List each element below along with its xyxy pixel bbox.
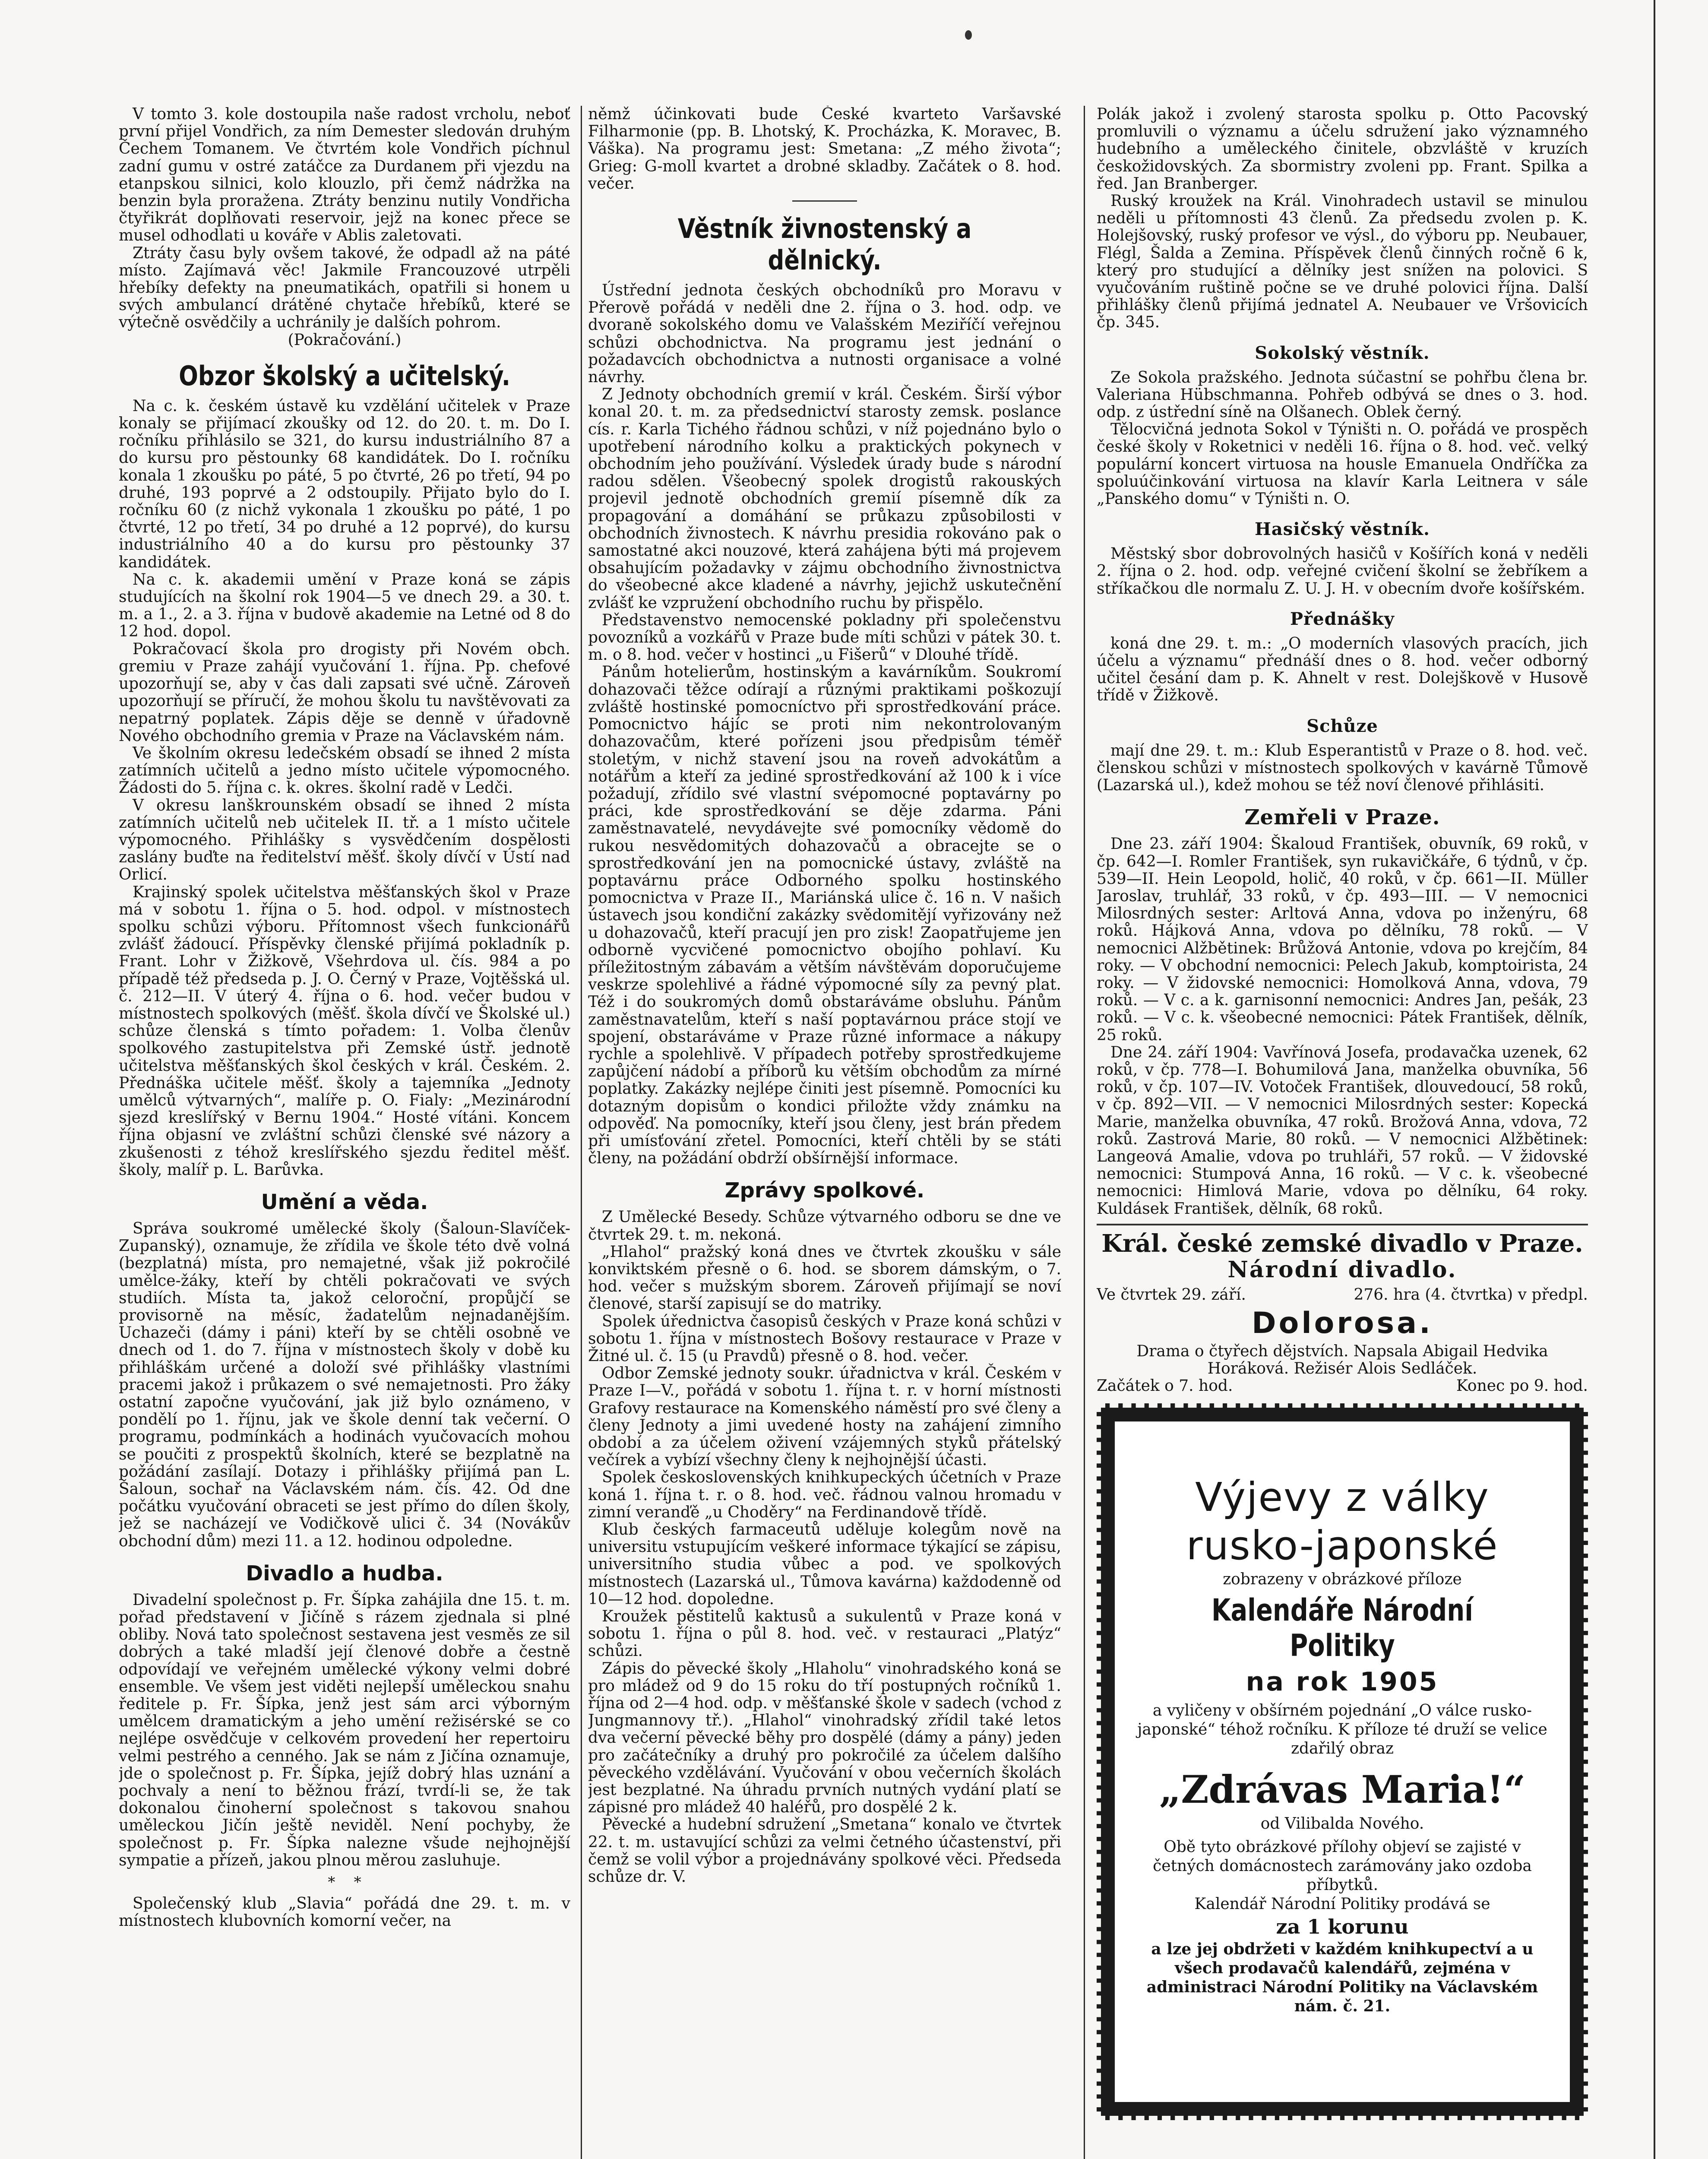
column-3 [1097,106,1588,2159]
section-heading: Sokolský věstník. [1255,342,1430,363]
article-paragraph: Ve školním okresu ledečském obsadí se ihned 2 místa zatímních učitelů a jedno místo učitele výpomocného. Žádosti do 5. října c. k. okres. školní radě v Ledči. [119,744,570,797]
column-2 [588,106,1061,2159]
section-heading: Hasičský věstník. [1255,519,1430,540]
section-heading: Umění a věda. [261,1190,428,1214]
article-paragraph: Pánům hotelierům, hostinským a kavárníkům. Soukromí dohazovači těžce odírají a různými praktikami poškozují zvláště hostinské pomocníctvo při sprostředkování práce. Pomocnictvo hájíc se proti nim nekontrolovaným dohazovačům, které pořízeni jsou předpisům téměř stoletým, v nichž stavení jsou na roveň advokátům a notářům a kteří za jediné sprostředkování až 100 k i více požadují, zřídilo své vlastní svépomocné poptavárny po práci, kde sprostředkování se děje zdarma. Páni zaměstnavatelé, nevydávejte své pomocníky vědomě do rukou nesvědomitých dohazovačů a obracejte se o sprostředkování jen na pomocnické ústavy, zvláště na poptavárnu práce Odborného spolku hostinského pomocnictva v Praze II., Mariánská ulice č. 16 n. V našich ústavech jsou kondiční zakázky svědomitějí vyřizovány než u dohazovačů, kteří pracují jen pro zisk! Zaopatřujeme jen odborně vycvičené pomocnictvo obojího pohlaví. Ku příležitostným zábavám a větším návštěvám doporučujeme veskrze spolehlivé a řádné výpomocné síly za pevný plat. Též i do soukromých domů obstaráváme obsluhu. Pánům zaměstnavatelům, kteří s naší poptavárnou práce stojí ve spojení, obstaráváme v Praze různé informace a nákupy rychle a spolehlivě. V případech potřeby sprostředkujeme zapůjčení nádobí a příborů ku větším obchodům za mírné poplatky. Zakázky nejlépe činiti jest písemně. Pomocníci ku dotazným dopisům o kondici přiložte vždy známku na odpověď. Na pomocníky, kteří jsou členy, jest brán předem při umísťování zřetel. Pomocníci, kteří chtěli by se státi členy, na požádání obdrží obšírnější informace. [588,663,1061,1168]
ad-year: na rok 1905 [1246,1667,1439,1697]
ad-text: zobrazeny v obrázkové příloze [1223,1570,1462,1589]
ad-headline-line-2: rusko-japonské [1186,1523,1499,1569]
article-paragraph: V tomto 3. kole dostoupila naše radost vrcholu, neboť první přijel Vondřich, za ním Demester sledován druhým Čechem Tomanem. Ve čtvrtém kole Vondřich píchnul zadní gumu v ostré zatáčce za Durdanem při vjezdu na etanpskou silnici, kolo klouzlo, při čemž nádržka na benzin byla proražena. Ztráty benzinu nutily Vondřicha čtyřikrát doplňovati reservoir, jejž na konec přece se musel odhodlati u kováře v Ablis zaletovati. [119,106,570,245]
article-paragraph: Na c. k. akademii umění v Praze koná se zápis studujících na školní rok 1904—5 ve dnech 29. a 30. t. m. a 1., 2. a 3. října v budově akademie na Letné od 8 do 12 hod. dopol. [119,570,570,641]
obituary-list: Dne 24. září 1904: Vavřínová Josefa, prodavačka uzenek, 62 roků, v čp. 778—I. Bohumilová Jana, manželka obuvníka, 56 roků, v čp. 107—IV. Votoček František, dlouvedoucí, 58 roků, v čp. 892—VII. — V nemocnici Milosrdných sester: Kopecká Marie, manželka obuvníka, 47 roků. Brožová Anna, vdova, 72 roků. Zastrová Marie, 80 roků. — V nemocnici Alžbětinek: Langeová Amalie, vdova po truhláři, 57 roků. — V židovské nemocnici: Stumpová Anna, 16 roků. — V c. k. všeobecné nemocnici: Himlová Marie, vdova po dělníku, 64 roky. Kuldásek František, dělník, 68 roků. [1097,1043,1588,1218]
article-paragraph: Na c. k. českém ústavě ku vzdělání učitelek v Praze konaly se přijímací zkoušky od 12. do 20. t. m. Do I. ročníku přihlásilo se 321, do kursu industriálního 87 a do kursu pro pěstounky 68 kandidátek. Do I. ročníku konala 1 zkoušku po páté, 5 po čtvrté, 26 po třetí, 94 po druhé, 193 poprvé a 2 odstoupily. Přijato bylo do I. ročníku 60 (z nichž vykonala 1 zkoušku po páté, 1 po čtvrté, 12 po třetí, 34 po druhé a 12 poprvé), do kursu industriálního 40 a do kursu pro pěstounky 37 kandidátek. [119,397,570,571]
article-paragraph: Představenstvo nemocenské pokladny při společenstvu povozníků a vozkářů v Praze bude míti schůzi v pátek 30. t. m. o 8. hod. večer v hostinci „u Fišerů“ v Dlouhé třídě. [588,611,1061,664]
article-paragraph: Tělocvičná jednota Sokol v Týništi n. O. pořádá ve prospěch české školy v Roketnici v neděli 16. října o 8. hod. več. velký populární koncert virtuosa na housle Emanuela Ondříčka za spoluúčinkování virtuosa na klavír Karla Leitnera v sále „Panského domu“ v Týništi n. O. [1097,421,1588,508]
column-1 [119,106,570,2159]
ad-text: od Vilibalda Nového. [1260,1815,1424,1833]
ad-calendar-title: Kalendáře Národní Politiky [1211,1592,1473,1664]
article-paragraph: Městský sbor dobrovolných hasičů v Košířích koná v neděli 2. října o 2. hod. odp. veřejné cvičení školní se žebříkem a stříkačkou dle normalu Z. U. J. H. v obecním dvoře košířském. [1097,545,1588,598]
theatre-info: 276. hra (4. čtvrtka) v předpl. [1354,1285,1588,1304]
column-rule-1 [581,106,582,2159]
column-rule-2 [1084,106,1085,2159]
continuation-note: (Pokračování.) [288,331,402,349]
article-paragraph: Ústřední jednota českých obchodníků pro Moravu v Přerově pořádá v neděli dne 2. října o 3. hod. odp. ve dvoraně sokolského domu ve Valašském Meziříčí veřejnou schůzi obchodnictva. Na programu jest jednání o požadavcích obchodnictva a nutnosti organisace a volné návrhy. [588,282,1061,386]
article-paragraph: Pěvecké a hudební sdružení „Smetana“ konalo ve čtvrtek 22. t. m. ustavující schůzi za velmi četného účastenství, při čemž se volil výbor a projednávány spolkové věci. Předseda schůze dr. V. [588,1816,1061,1886]
article-paragraph: mají dne 29. t. m.: Klub Esperantistů v Praze o 8. hod. več. členskou schůzi v místnostech spolkových v kavárně Tůmově (Lazarská ul.), kdež mohou se též noví členové přihlásiti. [1097,741,1588,795]
article-paragraph: Z Jednoty obchodních gremií v král. Českém. Širší výbor konal 20. t. m. za předsednictví starosty zemsk. poslance cís. r. Karla Tichého řádnou schůzi, v níž pojednáno bylo o upotřebení národního kolku a praktických pokynech v obchodním jeho používání. Výsledek úrady bude s národní radou sdělen. Všeobecný spolek drogistů rakouských projevil jednotě obchodních gremií písemně dík za propagování a domáhání se průkazu způsobilosti v obchodních živnostech. K návrhu presidia rokováno pak o samostatné akci nouzové, která zahájena býti má projevem obsahujícím požadavky v zájmu obchodního živnostnictva do všeobecné akce kladené a návrhy, jejichž uskutečnění zvlášť ke vzpružení obchodního ruchu by přispělo. [588,386,1061,612]
ad-text: Obě tyto obrázkové přílohy objeví se zajisté v četných domácnostech zarámovány jako ozdoba příbytků. [1153,1838,1532,1894]
ad-headline [1135,1473,1550,1570]
section-heading: Přednášky [1290,608,1395,629]
page-edge-right [1654,0,1655,2159]
article-paragraph: Zápis do pěvecké školy „Hlaholu“ vinohradského koná se pro mládež od 9 do 15 roku do tří postupných ročníků 1. října od 2—4 hod. odp. v měšťanské škole v sadech (vchod z Jungmannovy tř.). „Hlahol“ vinohradský zřídil také letos dva večerní pěvecké běhy pro dospělé (dámy a pány) jeden pro začátečníky a druhý pro pokročilé za účelem dalšího pěveckého vzdělávání. Vyučování v obou večerních školách jest bezplatné. Na úhradu prvních nutných vydání platí se zápisné pro mládež 40 haléřů, pro dospělé 2 k. [588,1659,1061,1817]
article-paragraph: Spolek československých knihkupeckých účetních v Praze koná 1. října t. r. o 8. hod. več. řádnou valnou hromadu v zimní veranďě „u Choděry“ na Ferdinandově třídě. [588,1469,1061,1521]
theatre-start: Začátek o 7. hod. [1097,1377,1233,1395]
divider-rule [1097,1224,1588,1225]
ad-picture-title: „Zdrávas Maria!“ [1159,1767,1526,1812]
article-paragraph: „Hlahol“ pražský koná dnes ve čtvrtek zkoušku v sále konviktském přesně o 6. hod. se sborem dámským, o 7. hod. večer s mužským sborem. Zároveň přijímají se noví členové, starší zapisují se do matriky. [588,1243,1061,1313]
theatre-title: Král. české zemské divadlo v Praze. [1101,1229,1583,1258]
ad-text: a vyličeny v obšírném pojednání „O válce rusko-japonské“ téhož ročníku. K příloze té druží se velice zdařilý obraz [1137,1702,1547,1758]
article-paragraph: Polák jakož i zvolený starosta spolku p. Otto Pacovský promluvili o významu a účelu sdružení jako významného hudebního a uměleckého činitele, obzvláště v kruzích českožidovských. Za sbormistry zvoleni pp. Frant. Spilka a řed. Jan Branberger. [1097,106,1588,193]
section-heading: Obzor školský a učitelský. [179,360,510,392]
ink-dot [965,30,972,40]
section-divider-stars: * * [328,1874,361,1891]
article-paragraph: Klub českých farmaceutů uděluje kolegům nově na universitu vstupujícím veškeré informace týkající se zápisu, universitního studia vůbec a pod. ve spolkových místnostech (Lazarská ul., Tůmova kavárna) každodenně od 10—12 hod. dopoledne. [588,1521,1061,1608]
article-paragraph: němž účinkovati bude České kvarteto Varšavské Filharmonie (pp. B. Lhotský, K. Procházka, K. Moravec, B. Váška). Na programu jest: Smetana: „Z mého života“; Grieg: G-moll kvartet a drobné skladby. Začátek o 8. hod. večer. [588,106,1061,193]
article-paragraph: Spolek úřednictva časopisů českých v Praze koná schůzi v sobotu 1. října v místnostech Bošovy restaurace v Praze v Žitné ul. č. 15 (u Pravdů) přesně o 8. hod. večer. [588,1312,1061,1365]
article-paragraph: koná dne 29. t. m.: „O moderních vlasových pracích, jich účelu a významu“ přednáší dnes o 8. hod. večer odborný učitel česání dam p. K. Ahnelt v rest. Dolejškově v Husově třídě v Žižkově. [1097,634,1588,705]
ad-headline-line-1: Výjevy z války [1195,1474,1490,1521]
divider-rule [792,200,857,202]
theatre-date: Ve čtvrtek 29. září. [1097,1285,1246,1304]
theatre-end: Konec po 9. hod. [1456,1377,1588,1395]
section-heading: Zprávy spolkové. [724,1178,925,1203]
play-title: Dolorosa. [1252,1306,1433,1340]
calendar-advertisement [1097,1403,1588,2120]
article-paragraph: Společenský klub „Slavia“ pořádá dne 29. t. m. v místnostech klubovních komorní večer, na [119,1895,570,1930]
article-paragraph: Správa soukromé umělecké školy (Šaloun-Slavíček-Zupanský), oznamuje, že zřídila ve škole této dvě volná (bezplatná) místa, pro nemajetné, však již pokročilé umělce-žáky, kteří by chtěli pokračovati ve svých studiích. Místa ta, jakož celoroční, propůjčí se provisorně na měsíc, žadatelům nejnadanějším. Uchazeči (dámy i páni) kteří by se chtěli osobně ve dnech od 1. do 7. října v místnostech školy v době ku přihláškám určené a doloží své přihlášky vlastními pracemi jakož i průkazem o své nemajetnosti. Pro žáky ostatní započne vyučování, jak již bylo oznámeno, v pondělí po 1. říjnu, jak ve škole denní tak večerní. O programu, podmínkách a hodinách vyučovacích mohou se poučiti z prospektů školních, které se bezplatně na požádání zasílají. Dotazy i přihlášky přijímá pan L. Šaloun, sochař na Václavském nám. čís. 42. Od dne počátku vyučování obraceti se jest přímo do dílen školy, jež se nacházejí ve Vodičkově ulici č. 34 (Novákův obchodní dům) mezi 11. a 12. hodinou odpoledne. [119,1219,570,1550]
article-paragraph: Z Umělecké Besedy. Schůze výtvarného odboru se dne ve čtvrtek 29. t. m. nekoná. [588,1208,1061,1244]
section-heading: Divadlo a hudba. [246,1561,443,1586]
article-paragraph: Divadelní společnost p. Fr. Šípka zahájila dne 15. t. m. pořad představení v Jičíně s rázem zjednala si plné obliby. Nová tato společnost sestavena jest vesměs ze sil dobrých a také mladší její členové dobře a čestně odpovídají ve veřejném umělecké výkony velmi dobré ensemble. Ve všem jest viděti nejlepší uměleckou snahu ředitele p. Fr. Šípka, jenž jest sám arci výborným umělcem dramatickým a jeho umění režisérské se co nejlépe osvědčuje v celkovém provedení her repertoiru velmi pestrého a cenného. Jak se nám z Jičína oznamuje, jde o společnost p. Fr. Šípka, jejíž dobrý hlas uznání a pochvaly a není to běžnou frází, tvrdí-li se, že tak dokonalou činoherní společnost s takovou snahou uměleckou Jičín ještě neviděl. Není pochyby, že společnost p. Fr. Šípka nalezne všude nejhojnější sympatie a přízeň, jakou plnou měrou zasluhuje. [119,1591,570,1869]
ad-text: Kalendář Národní Politiky prodává se [1194,1895,1490,1913]
play-description: Drama o čtyřech dějstvích. Napsala Abigail Hedvika Horáková. Režisér Alois Sedláček. [1136,1342,1548,1377]
theatre-subtitle: Národní divadlo. [1227,1256,1457,1283]
section-heading: Věstník živnostenský a dělnický. [677,213,972,276]
article-paragraph: Pokračovací škola pro drogisty při Novém obch. gremiu v Praze zahájí vyučování 1. října. Pp. chefové upozorňují se, aby v čas dali zapsati své učně. Zároveň upozorňují se příručí, že mohou školu tu navštěvovati za nepatrný poplatek. Zápis děje se denně v úřadovně Nového obchodního gremia v Praze na Václavském nám. [119,640,570,745]
article-paragraph: Krajinský spolek učitelstva měšťanských škol v Praze má v sobotu 1. října o 5. hod. odpol. v místnostech spolku schůzi výboru. Přítomnost všech funkcionářů zvlášť žádoucí. Příspěvky členské přijímá pokladník p. Frant. Lohr v Žižkově, Všehrdova ul. čís. 984 a po případě též předseda p. J. O. Černý v Praze, Vojtěšská ul. č. 212—II. V úterý 4. října o 6. hod. večer budou v místnostech spolkových (měšť. škola dívčí ve Školské ul.) schůze členská s tímto pořadem: 1. Volba členův spolkového zastupitelstva při Zemské ústř. jednotě učitelstva měšťanských škol českých v král. Českém. 2. Přednáška učitele měšť. školy a tajemníka „Jednoty umělců výtvarných“, malíře p. O. Fialy: „Mezinárodní sjezd kreslířský v Bernu 1904.“ Hosté vítáni. Koncem října objasní ve zvláštní schůzi členské své názory a zkušenosti z téhož kreslířského sjezdu ředitel měšť. školy, malíř p. L. Barůvka. [119,883,570,1179]
theatre-time-line [1097,1377,1588,1395]
obituary-list: Dne 23. září 1904: Škaloud František, obuvník, 69 roků, v čp. 642—I. Romler František, syn rukavičkáře, 6 týdnů, v čp. 539—II. Hein Leopold, holič, 40 roků, v čp. 661—II. Müller Jaroslav, truhlář, 33 roků, v čp. 493—III. — V nemocnici Milosrdných sester: Arltová Anna, vdova po inženýru, 68 roků. Hájková Anna, vdova po dělníku, 78 roků. — V nemocnici Alžbětinek: Brůžová Antonie, vdova po krejčím, 84 roky. — V obchodní nemocnici: Pelech Jakub, komptoirista, 24 roky. — V židovské nemocnici: Homolková Anna, vdova, 79 roků. — V c. a k. garnisonní nemocnici: Andres Jan, pešák, 23 roků. — V c. k. všeobecné nemocnici: Pátek František, dělník, 25 roků. [1097,835,1588,1044]
section-heading: Zemřeli v Praze. [1244,805,1440,830]
section-heading: Schůze [1306,715,1378,736]
ad-price: za 1 korunu [1276,1915,1409,1939]
article-paragraph: Ruský kroužek na Král. Vinohradech ustavil se minulou neděli u přítomnosti 43 členů. Za předsedu zvolen p. K. Holejšovský, ruský profesor ve výsl., do výboru pp. Neubauer, Flégl, Šalda a Zemina. Příspěvek členů činných ročně 6 k, který pro studující a dělníky jest snížen na polovici. S vyučováním ruštině počne se ve druhé polovici října. Další přihlášky členů přijímá jednatel A. Neubauer ve Vršovicích čp. 345. [1097,192,1588,332]
article-paragraph: V okresu lanškrounském obsadí se ihned 2 místa zatímních učitelů neb učitelek II. tř. a 1 místo učitele výpomocného. Přihlášky s vysvědčením dospělosti zaslány buďte na ředitelství měšť. školy dívčí v Ústí nad Orlicí. [119,796,570,884]
theatre-date-line [1097,1286,1588,1304]
article-paragraph: Ze Sokola pražského. Jednota súčastní se pohřbu člena br. Valeriana Hübschmanna. Pohřeb odbývá se dnes o 3. hod. odp. z ústřední síně na Olšanech. Oblek černý. [1097,368,1588,421]
article-paragraph: Kroužek pěstitelů kaktusů a sukulentů v Praze koná v sobotu 1. října o půl 8. hod. več. v restauraci „Platýz“ schůzi. [588,1608,1061,1660]
article-paragraph: Ztráty času byly ovšem takové, že odpadl až na páté místo. Zajímavá věc! Jakmile Francouzové utrpěli hřebíky defekty na pneumatikách, opatřili si honem u svých ambulancí drátěné chytače hřebíků, které se výtečně osvědčily a uchránily je dalších pohrom. [119,244,570,332]
article-paragraph: Odbor Zemské jednoty soukr. úřadnictva v král. Českém v Praze I—V., pořádá v sobotu 1. října t. r. v horní místnosti Grafovy restaurace na Komenského náměstí pro své členy a členy Jednoty a jimi uvedené hosty na zahájení zimního období a za účelem oživení vzájemných styků přátelský večírek a vybízí všechny členy k nejhojnější účasti. [588,1364,1061,1469]
ad-text-bold: a lze jej obdržeti v každém knihkupectví a u všech prodavačů kalendářů, zejména v administraci Národní Politiky na Václavském nám. č. 21. [1146,1940,1538,2016]
